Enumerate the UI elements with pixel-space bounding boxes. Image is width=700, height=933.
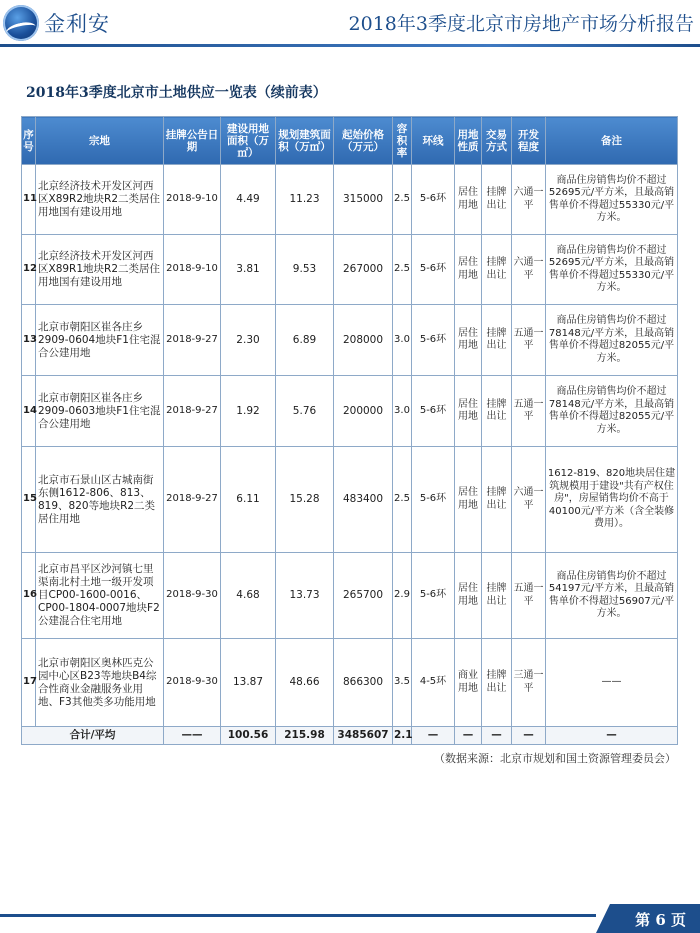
page-number: 第 6 页 bbox=[635, 911, 686, 929]
brand-name: 金利安 bbox=[44, 12, 110, 36]
cell-use: 居住用地 bbox=[455, 553, 482, 639]
cell-note: 商品住房销售均价不超过54197元/平方米，且最高销售单价不得超过56907元/平方米。 bbox=[546, 553, 678, 639]
col-header-price: 起始价格（万元） bbox=[334, 117, 393, 165]
cell-build-area: 11.23 bbox=[276, 165, 334, 235]
cell-parcel: 北京经济技术开发区河西区X89R2地块R2二类居住用地国有建设用地 bbox=[36, 165, 164, 235]
cell-parcel: 北京经济技术开发区河西区X89R1地块R2二类居住用地国有建设用地 bbox=[36, 235, 164, 305]
cell-dev: 五通一平 bbox=[512, 376, 546, 447]
cell-note: —— bbox=[546, 639, 678, 727]
cell-far: 2.9 bbox=[393, 553, 412, 639]
table-row bbox=[22, 553, 678, 639]
cell-index: 14 bbox=[22, 376, 36, 447]
cell-date: 2018-9-10 bbox=[164, 235, 221, 305]
table-row bbox=[22, 639, 678, 727]
cell-total-ring: — bbox=[412, 727, 455, 745]
cell-note: 商品住房销售均价不超过52695元/平方米，且最高销售单价不得超过55330元/平方米。 bbox=[546, 235, 678, 305]
cell-total-build-area: 215.98 bbox=[276, 727, 334, 745]
cell-land-area: 13.87 bbox=[221, 639, 276, 727]
cell-build-area: 5.76 bbox=[276, 376, 334, 447]
col-header-trade: 交易方式 bbox=[482, 117, 512, 165]
cell-total-date: —— bbox=[164, 727, 221, 745]
col-header-note: 备注 bbox=[546, 117, 678, 165]
page-footer bbox=[0, 904, 700, 933]
col-header-land-area: 建设用地面积（万㎡） bbox=[221, 117, 276, 165]
cell-ring: 5-6环 bbox=[412, 305, 455, 376]
cell-price: 208000 bbox=[334, 305, 393, 376]
land-supply-table bbox=[21, 116, 678, 745]
cell-ring: 5-6环 bbox=[412, 235, 455, 305]
table-row bbox=[22, 447, 678, 553]
cell-date: 2018-9-10 bbox=[164, 165, 221, 235]
cell-use: 居住用地 bbox=[455, 376, 482, 447]
page-header bbox=[0, 0, 700, 46]
cell-land-area: 6.11 bbox=[221, 447, 276, 553]
col-header-build-area: 规划建筑面积（万㎡） bbox=[276, 117, 334, 165]
cell-ring: 5-6环 bbox=[412, 376, 455, 447]
cell-note: 商品住房销售均价不超过78148元/平方米，且最高销售单价不得超过82055元/平方米。 bbox=[546, 305, 678, 376]
table-header-row bbox=[22, 117, 678, 165]
cell-index: 16 bbox=[22, 553, 36, 639]
cell-price: 315000 bbox=[334, 165, 393, 235]
cell-land-area: 2.30 bbox=[221, 305, 276, 376]
company-logo-icon bbox=[3, 5, 39, 41]
col-header-date: 挂牌公告日期 bbox=[164, 117, 221, 165]
col-header-far: 容积率 bbox=[393, 117, 412, 165]
cell-index: 15 bbox=[22, 447, 36, 553]
table-total-row bbox=[22, 727, 678, 745]
cell-ring: 5-6环 bbox=[412, 553, 455, 639]
cell-use: 居住用地 bbox=[455, 305, 482, 376]
cell-trade: 挂牌出让 bbox=[482, 447, 512, 553]
col-header-use: 用地性质 bbox=[455, 117, 482, 165]
cell-index: 12 bbox=[22, 235, 36, 305]
cell-use: 商业用地 bbox=[455, 639, 482, 727]
cell-parcel: 北京市石景山区古城南街东侧1612-806、813、819、820等地块R2二类居住用地 bbox=[36, 447, 164, 553]
cell-dev: 五通一平 bbox=[512, 305, 546, 376]
cell-date: 2018-9-27 bbox=[164, 447, 221, 553]
cell-land-area: 3.81 bbox=[221, 235, 276, 305]
table-row bbox=[22, 165, 678, 235]
cell-land-area: 4.68 bbox=[221, 553, 276, 639]
table-row bbox=[22, 235, 678, 305]
cell-trade: 挂牌出让 bbox=[482, 235, 512, 305]
cell-date: 2018-9-30 bbox=[164, 553, 221, 639]
cell-total-dev: — bbox=[512, 727, 546, 745]
cell-price: 483400 bbox=[334, 447, 393, 553]
cell-index: 11 bbox=[22, 165, 36, 235]
cell-index: 13 bbox=[22, 305, 36, 376]
cell-total-land-area: 100.56 bbox=[221, 727, 276, 745]
cell-build-area: 48.66 bbox=[276, 639, 334, 727]
cell-price: 866300 bbox=[334, 639, 393, 727]
cell-trade: 挂牌出让 bbox=[482, 305, 512, 376]
cell-total-label: 合计/平均 bbox=[22, 727, 164, 745]
cell-parcel: 北京市朝阳区奥林匹克公园中心区B23等地块B4综合性商业金融服务业用地、F3其他类多功能用地 bbox=[36, 639, 164, 727]
cell-total-use: — bbox=[455, 727, 482, 745]
cell-parcel: 北京市朝阳区崔各庄乡2909-0604地块F1住宅混合公建用地 bbox=[36, 305, 164, 376]
cell-total-note: — bbox=[546, 727, 678, 745]
cell-build-area: 6.89 bbox=[276, 305, 334, 376]
cell-total-trade: — bbox=[482, 727, 512, 745]
cell-far: 2.5 bbox=[393, 235, 412, 305]
cell-price: 265700 bbox=[334, 553, 393, 639]
cell-land-area: 4.49 bbox=[221, 165, 276, 235]
table-row bbox=[22, 376, 678, 447]
cell-far: 3.5 bbox=[393, 639, 412, 727]
cell-use: 居住用地 bbox=[455, 235, 482, 305]
cell-build-area: 13.73 bbox=[276, 553, 334, 639]
header-divider bbox=[0, 44, 700, 47]
cell-use: 居住用地 bbox=[455, 165, 482, 235]
footer-divider bbox=[0, 914, 596, 917]
col-header-ring: 环线 bbox=[412, 117, 455, 165]
col-header-dev: 开发程度 bbox=[512, 117, 546, 165]
cell-total-price: 3485607 bbox=[334, 727, 393, 745]
cell-trade: 挂牌出让 bbox=[482, 376, 512, 447]
cell-note: 商品住房销售均价不超过78148元/平方米，且最高销售单价不得超过82055元/平方米。 bbox=[546, 376, 678, 447]
cell-total-far: 2.1 bbox=[393, 727, 412, 745]
cell-dev: 六通一平 bbox=[512, 235, 546, 305]
cell-price: 267000 bbox=[334, 235, 393, 305]
cell-use: 居住用地 bbox=[455, 447, 482, 553]
cell-build-area: 9.53 bbox=[276, 235, 334, 305]
cell-ring: 5-6环 bbox=[412, 447, 455, 553]
cell-date: 2018-9-27 bbox=[164, 305, 221, 376]
cell-build-area: 15.28 bbox=[276, 447, 334, 553]
report-title: 2018年3季度北京市房地产市场分析报告 bbox=[348, 13, 694, 35]
cell-trade: 挂牌出让 bbox=[482, 639, 512, 727]
cell-far: 2.5 bbox=[393, 447, 412, 553]
cell-parcel: 北京市昌平区沙河镇七里渠南北村土地一级开发项目CP00-1600-0016、CP00-1804-0007地块F2公建混合住宅用地 bbox=[36, 553, 164, 639]
cell-price: 200000 bbox=[334, 376, 393, 447]
cell-dev: 六通一平 bbox=[512, 165, 546, 235]
land-supply-table-container bbox=[21, 116, 677, 745]
cell-far: 3.0 bbox=[393, 305, 412, 376]
section-title: 2018年3季度北京市土地供应一览表（续前表） bbox=[26, 85, 327, 101]
cell-far: 3.0 bbox=[393, 376, 412, 447]
cell-dev: 五通一平 bbox=[512, 553, 546, 639]
cell-parcel: 北京市朝阳区崔各庄乡2909-0603地块F1住宅混合公建用地 bbox=[36, 376, 164, 447]
col-header-parcel: 宗地 bbox=[36, 117, 164, 165]
cell-ring: 4-5环 bbox=[412, 639, 455, 727]
data-source-note: （数据来源：北京市规划和国土资源管理委员会） bbox=[434, 752, 676, 765]
cell-date: 2018-9-27 bbox=[164, 376, 221, 447]
cell-dev: 三通一平 bbox=[512, 639, 546, 727]
table-row bbox=[22, 305, 678, 376]
cell-far: 2.5 bbox=[393, 165, 412, 235]
col-header-index: 序号 bbox=[22, 117, 36, 165]
cell-index: 17 bbox=[22, 639, 36, 727]
cell-trade: 挂牌出让 bbox=[482, 165, 512, 235]
cell-note: 1612-819、820地块居住建筑规模用于建设"共有产权住房"，房屋销售均价不高于40100元/平方米（含全装修费用）。 bbox=[546, 447, 678, 553]
cell-note: 商品住房销售均价不超过52695元/平方米，且最高销售单价不得超过55330元/平方米。 bbox=[546, 165, 678, 235]
cell-land-area: 1.92 bbox=[221, 376, 276, 447]
cell-date: 2018-9-30 bbox=[164, 639, 221, 727]
cell-ring: 5-6环 bbox=[412, 165, 455, 235]
cell-trade: 挂牌出让 bbox=[482, 553, 512, 639]
cell-dev: 六通一平 bbox=[512, 447, 546, 553]
